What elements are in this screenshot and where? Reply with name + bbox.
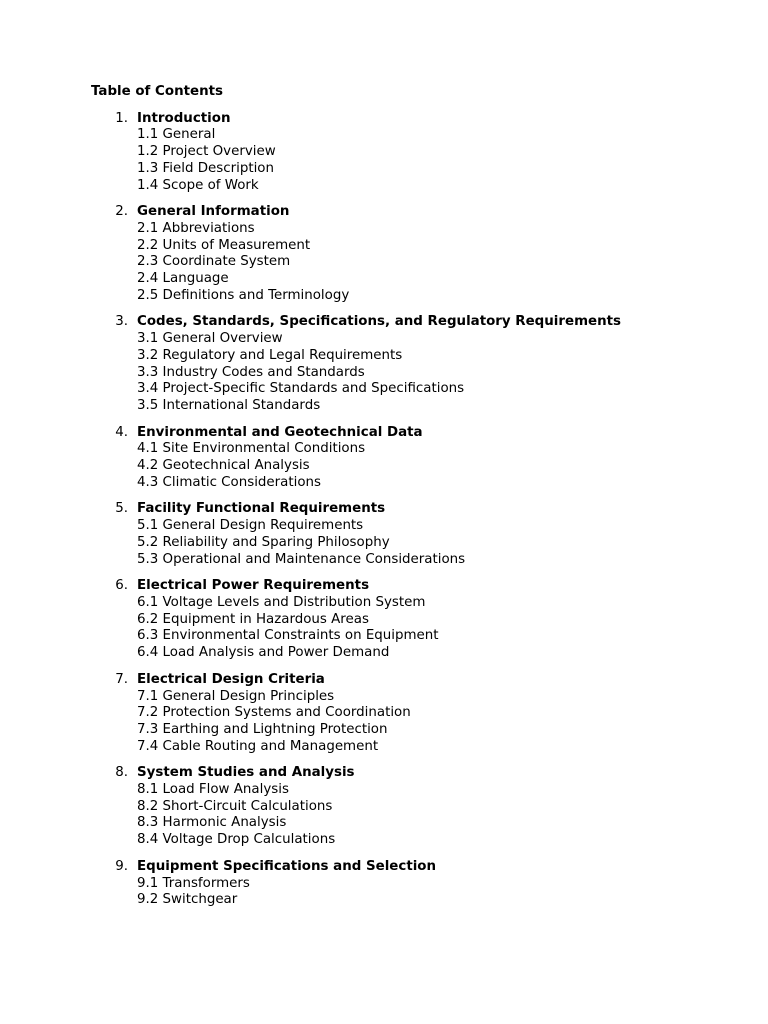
subsection-item: 9.1 Transformers xyxy=(137,875,250,891)
subsection-list xyxy=(91,782,731,849)
toc-section xyxy=(91,111,731,195)
subsection-item: 1.2 Project Overview xyxy=(137,144,276,160)
section-number: 9. xyxy=(115,858,128,874)
subsection-item: 2.3 Coordinate System xyxy=(137,254,291,270)
subsection-list xyxy=(91,441,731,491)
section-title: Introduction xyxy=(137,110,231,126)
subsection-list xyxy=(91,518,731,568)
subsection-item: 9.2 Switchgear xyxy=(137,892,238,908)
section-title: General Information xyxy=(137,204,290,220)
subsection-list xyxy=(91,689,731,756)
section-title: Codes, Standards, Specifications, and Regulatory Requirements xyxy=(137,314,622,330)
subsection-item: 6.4 Load Analysis and Power Demand xyxy=(137,645,390,661)
subsection-item: 7.4 Cable Routing and Management xyxy=(137,738,379,754)
subsection-list xyxy=(91,331,731,415)
section-heading xyxy=(91,765,731,782)
document-page xyxy=(91,84,731,919)
subsection-item: 6.3 Environmental Constraints on Equipment xyxy=(137,628,439,644)
toc-sections xyxy=(91,111,731,909)
toc-section xyxy=(91,859,731,909)
subsection-item: 2.4 Language xyxy=(137,271,229,287)
section-heading xyxy=(91,501,731,518)
toc-section xyxy=(91,204,731,304)
section-number: 3. xyxy=(115,314,128,330)
subsection-item: 3.5 International Standards xyxy=(137,397,321,413)
subsection-item: 3.3 Industry Codes and Standards xyxy=(137,364,365,380)
subsection-item: 7.2 Protection Systems and Coordination xyxy=(137,705,411,721)
subsection-item: 4.2 Geotechnical Analysis xyxy=(137,458,310,474)
subsection-item: 5.2 Reliability and Sparing Philosophy xyxy=(137,534,390,550)
subsection-item: 7.1 General Design Principles xyxy=(137,688,335,704)
subsection-list xyxy=(91,127,731,194)
subsection-item: 5.3 Operational and Maintenance Considerations xyxy=(137,551,466,567)
section-heading xyxy=(91,859,731,876)
subsection-item: 1.1 General xyxy=(137,127,216,143)
section-title: Electrical Power Requirements xyxy=(137,578,370,594)
section-heading xyxy=(91,672,731,689)
subsection-item: 2.1 Abbreviations xyxy=(137,220,255,236)
section-number: 4. xyxy=(115,424,128,440)
subsection-item: 8.1 Load Flow Analysis xyxy=(137,782,289,798)
section-heading xyxy=(91,204,731,221)
section-number: 2. xyxy=(115,204,128,220)
subsection-item: 1.3 Field Description xyxy=(137,160,274,176)
toc-title: Table of Contents xyxy=(91,84,223,99)
toc-section xyxy=(91,425,731,492)
toc-section xyxy=(91,578,731,662)
subsection-list xyxy=(91,595,731,662)
section-number: 5. xyxy=(115,501,128,517)
section-number: 1. xyxy=(115,110,128,126)
section-title: Equipment Specifications and Selection xyxy=(137,858,437,874)
subsection-item: 6.2 Equipment in Hazardous Areas xyxy=(137,611,369,627)
toc-section xyxy=(91,672,731,756)
toc-section xyxy=(91,314,731,414)
subsection-item: 7.3 Earthing and Lightning Protection xyxy=(137,721,388,737)
subsection-list xyxy=(91,876,731,909)
subsection-item: 1.4 Scope of Work xyxy=(137,177,259,193)
section-number: 8. xyxy=(115,765,128,781)
section-title: Environmental and Geotechnical Data xyxy=(137,424,423,440)
section-heading xyxy=(91,425,731,442)
subsection-item: 4.3 Climatic Considerations xyxy=(137,474,321,490)
section-title: Electrical Design Criteria xyxy=(137,671,325,687)
section-heading xyxy=(91,111,731,128)
section-number: 7. xyxy=(115,671,128,687)
subsection-item: 5.1 General Design Requirements xyxy=(137,518,364,534)
section-title: Facility Functional Requirements xyxy=(137,501,386,517)
subsection-item: 3.2 Regulatory and Legal Requirements xyxy=(137,347,403,363)
subsection-item: 4.1 Site Environmental Conditions xyxy=(137,441,366,457)
subsection-list xyxy=(91,221,731,305)
subsection-item: 8.4 Voltage Drop Calculations xyxy=(137,832,336,848)
subsection-item: 8.2 Short-Circuit Calculations xyxy=(137,798,333,814)
subsection-item: 6.1 Voltage Levels and Distribution System xyxy=(137,594,426,610)
subsection-item: 8.3 Harmonic Analysis xyxy=(137,815,287,831)
subsection-item: 3.1 General Overview xyxy=(137,331,283,347)
section-heading xyxy=(91,578,731,595)
toc-section xyxy=(91,765,731,849)
subsection-item: 2.5 Definitions and Terminology xyxy=(137,287,350,303)
section-number: 6. xyxy=(115,578,128,594)
subsection-item: 3.4 Project-Specific Standards and Specifications xyxy=(137,381,465,397)
toc-section xyxy=(91,501,731,568)
section-title: System Studies and Analysis xyxy=(137,765,355,781)
section-heading xyxy=(91,314,731,331)
subsection-item: 2.2 Units of Measurement xyxy=(137,237,311,253)
